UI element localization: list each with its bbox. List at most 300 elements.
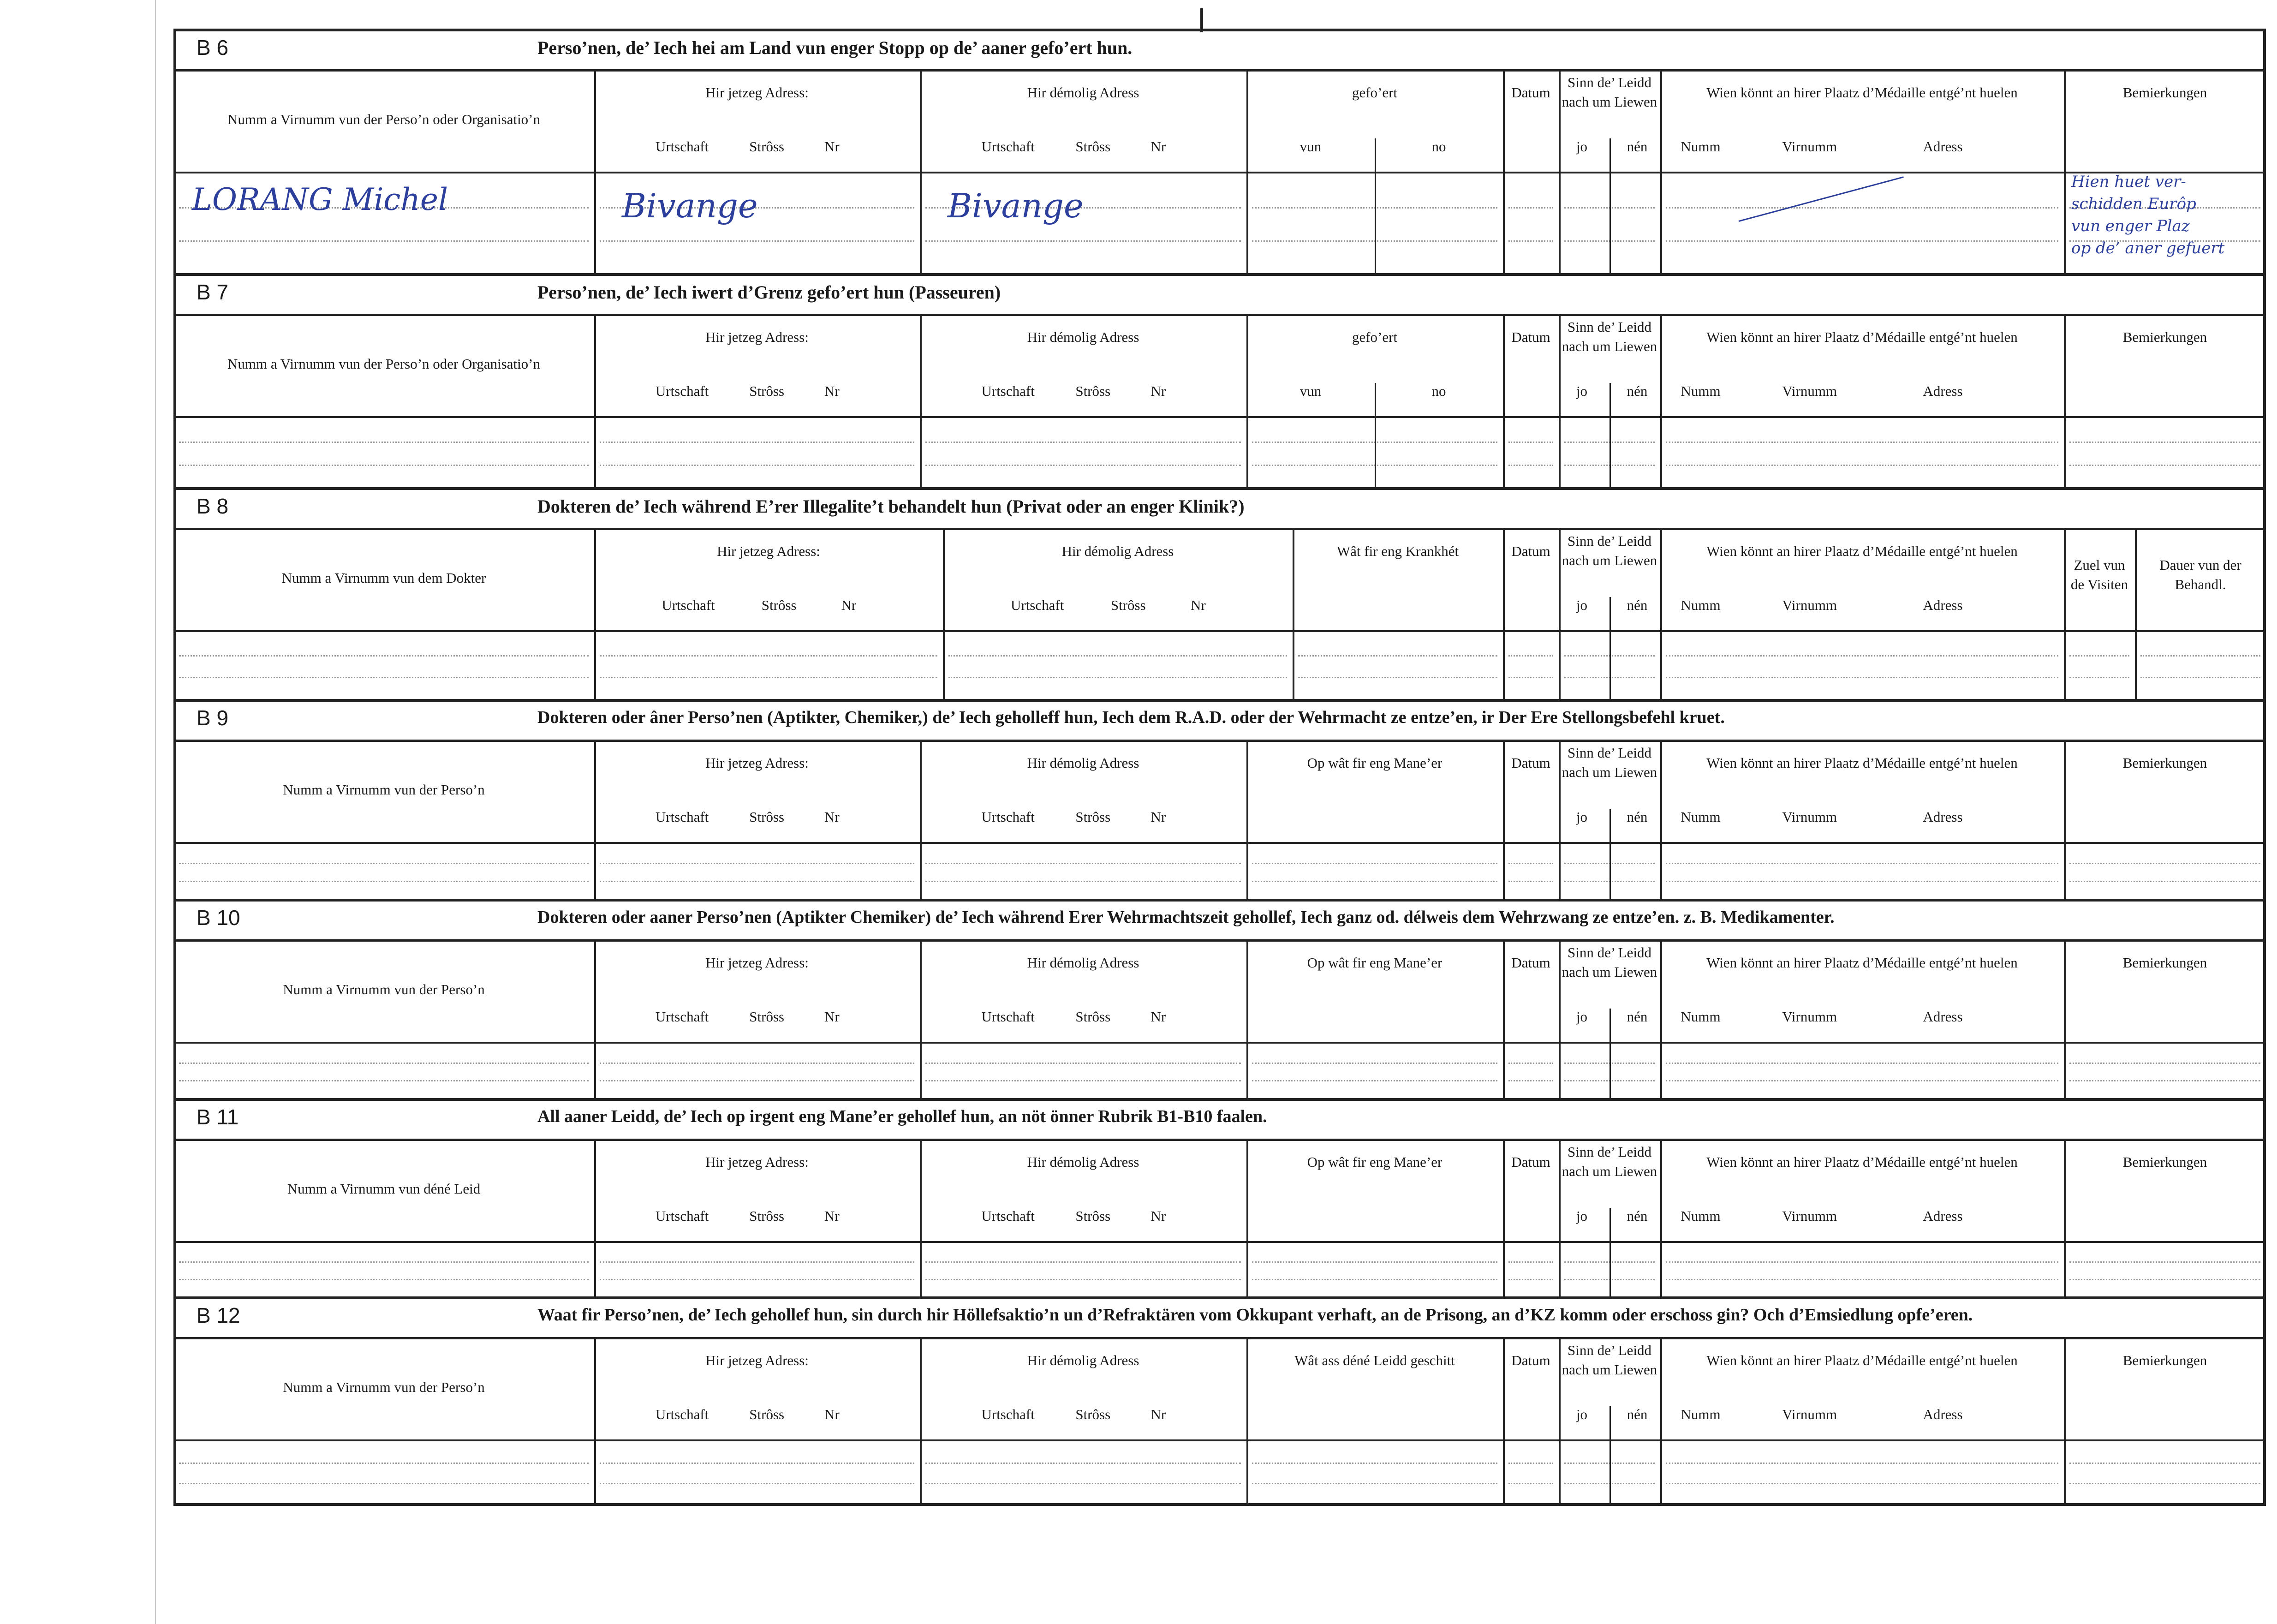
alive-label: Sinn de’ Leidd nach um Liewen	[1562, 319, 1657, 354]
section-title: All aaner Leidd, de’ Iech op irgent eng Mane’er gehollef hun, an nöt önner Rubrik B1-B10 faalen.	[537, 1107, 1267, 1126]
data-row-line	[1666, 465, 2058, 466]
former-address-sub: Strôss	[1075, 383, 1111, 399]
section-code: B 6	[197, 36, 229, 60]
sane-split-line	[1609, 597, 1611, 699]
medal-recipient-sub: Numm	[1681, 1406, 1721, 1422]
current-address-label: Hir jetzeg Adress:	[705, 955, 809, 971]
data-row-line	[600, 655, 937, 657]
third-column-label: Op wât fir eng Mane’er	[1307, 1154, 1442, 1170]
section-b9	[173, 699, 2266, 899]
column-divider	[2064, 528, 2066, 699]
data-row-line	[925, 881, 1241, 882]
data-row-line	[1508, 1483, 1553, 1484]
sane-split-line	[1609, 809, 1611, 899]
data-row-line	[1252, 881, 1497, 882]
alive-label: Sinn de’ Leidd nach um Liewen	[1562, 74, 1657, 110]
medal-recipient-sub: Virnumm	[1782, 809, 1837, 825]
remarks-label: Bemierkungen	[2122, 329, 2207, 345]
medal-recipient-sub: Numm	[1681, 1208, 1721, 1224]
data-row-line	[2069, 655, 2129, 657]
column-divider	[1660, 740, 1662, 899]
data-row-line	[2140, 677, 2260, 678]
data-row-line	[179, 465, 589, 466]
data-row-line	[179, 1080, 589, 1081]
no-label: nén	[1627, 597, 1648, 613]
section-title: Perso’nen, de’ Iech iwert d’Grenz gefo’ert hun (Passeuren)	[537, 282, 1001, 303]
data-row-line	[1508, 655, 1553, 657]
former-address-label: Hir démolig Adress	[1027, 955, 1139, 971]
former-address-label: Hir démolig Adress	[1027, 1352, 1139, 1368]
data-row-line	[1666, 1463, 2058, 1464]
data-row-line	[925, 1261, 1241, 1263]
column-head-rule	[173, 1439, 2266, 1441]
third-column-label: gefo’ert	[1352, 84, 1398, 101]
medal-recipient-label: Wien könnt an hirer Plaatz d’Médaille entgé’nt huelen	[1706, 755, 2018, 771]
medal-recipient-sub: Virnumm	[1782, 1406, 1837, 1422]
former-address-label: Hir démolig Adress	[1027, 329, 1139, 345]
sane-split-line	[1609, 1208, 1611, 1296]
alive-label: Sinn de’ Leidd nach um Liewen	[1562, 1342, 1657, 1378]
section-b6	[173, 29, 2266, 273]
data-row-line	[1298, 677, 1497, 678]
data-row-line	[1508, 1080, 1553, 1081]
data-row-line	[1508, 465, 1553, 466]
data-row-line	[1252, 1483, 1497, 1484]
data-row-line	[1508, 677, 1553, 678]
yes-label: jo	[1576, 809, 1588, 825]
data-row-line	[925, 1080, 1241, 1081]
current-address-sub: Urtschaft	[655, 809, 709, 825]
data-row-line	[600, 863, 914, 864]
datum-label: Datum	[1511, 543, 1550, 559]
medal-recipient-sub: Adress	[1923, 1009, 1963, 1025]
data-row-line	[600, 442, 914, 443]
column-divider	[1660, 939, 1662, 1098]
medal-recipient-sub: Virnumm	[1782, 138, 1837, 155]
data-row-line	[1298, 655, 1497, 657]
data-row-line	[2069, 863, 2260, 864]
datum-label: Datum	[1511, 84, 1550, 101]
current-address-sub: Urtschaft	[655, 1208, 709, 1224]
no-label: nén	[1627, 383, 1648, 399]
visits-count-label: Zuel vun de Visiten	[2070, 557, 2128, 592]
column-divider	[1559, 939, 1561, 1098]
data-row-line	[2069, 442, 2260, 443]
data-row-line	[1666, 240, 2058, 242]
data-row-line	[179, 677, 589, 678]
column-divider	[1246, 69, 1248, 273]
handwritten-name: LORANG Michel	[192, 182, 448, 217]
current-address-label: Hir jetzeg Adress:	[705, 329, 809, 345]
data-row-line	[600, 1063, 914, 1064]
medal-recipient-label: Wien könnt an hirer Plaatz d’Médaille entgé’nt huelen	[1706, 84, 2018, 101]
data-row-line	[1508, 240, 1553, 242]
data-row-line	[2069, 1463, 2260, 1464]
data-row-line	[1252, 1063, 1497, 1064]
column-divider	[1559, 528, 1561, 699]
data-row-line	[2069, 1279, 2260, 1280]
current-address-sub: Urtschaft	[655, 1009, 709, 1025]
medal-recipient-label: Wien könnt an hirer Plaatz d’Médaille entgé’nt huelen	[1706, 1154, 2018, 1170]
from-label: vun	[1299, 138, 1322, 155]
datum-label: Datum	[1511, 955, 1550, 971]
data-row-line	[1666, 1483, 2058, 1484]
handwritten-current-place: Bivange	[622, 186, 758, 225]
third-column-label: Op wât fir eng Mane’er	[1307, 755, 1442, 771]
column-divider	[1660, 314, 1662, 487]
column-divider	[1293, 528, 1294, 699]
section-code: B 9	[197, 706, 229, 730]
column-divider	[1660, 1139, 1662, 1296]
current-address-sub: Urtschaft	[662, 597, 715, 613]
section-code: B 11	[197, 1105, 239, 1129]
medal-recipient-sub: Adress	[1923, 1208, 1963, 1224]
current-address-sub: Nr	[824, 1208, 840, 1224]
current-address-sub: Nr	[824, 383, 840, 399]
medal-recipient-label: Wien könnt an hirer Plaatz d’Médaille entgé’nt huelen	[1706, 1352, 2018, 1368]
column-head-rule	[173, 1241, 2266, 1243]
remarks-label: Bemierkungen	[2122, 955, 2207, 971]
data-row-line	[925, 1483, 1241, 1484]
former-address-sub: Urtschaft	[981, 383, 1035, 399]
medal-recipient-sub: Numm	[1681, 383, 1721, 399]
former-address-label: Hir démolig Adress	[1027, 84, 1139, 101]
data-row-line	[1666, 655, 2058, 657]
column-divider	[1246, 1139, 1248, 1296]
data-row-line	[1508, 863, 1553, 864]
data-row-line	[1666, 881, 2058, 882]
data-row-line	[1508, 1261, 1553, 1263]
data-row-line	[179, 655, 589, 657]
header-rule	[173, 1139, 2266, 1141]
former-address-sub: Urtschaft	[981, 1406, 1035, 1422]
medal-recipient-sub: Numm	[1681, 809, 1721, 825]
former-address-sub: Strôss	[1075, 809, 1111, 825]
data-row-line	[1666, 1261, 2058, 1263]
medal-recipient-sub: Virnumm	[1782, 597, 1837, 613]
column-divider	[1559, 69, 1561, 273]
datum-label: Datum	[1511, 1352, 1550, 1368]
data-row-line	[2069, 1080, 2260, 1081]
data-row-line	[179, 1261, 589, 1263]
current-address-label: Hir jetzeg Adress:	[705, 84, 809, 101]
former-address-sub: Nr	[1150, 1208, 1166, 1224]
former-address-sub: Urtschaft	[981, 1009, 1035, 1025]
data-row-line	[925, 863, 1241, 864]
column-divider	[1660, 528, 1662, 699]
former-address-sub: Nr	[1150, 1406, 1166, 1422]
column-divider	[1559, 314, 1561, 487]
data-row-line	[600, 1080, 914, 1081]
data-row-line	[1666, 677, 2058, 678]
data-row-line	[925, 442, 1241, 443]
yes-label: jo	[1576, 138, 1588, 155]
column-divider	[1246, 314, 1248, 487]
current-address-sub: Nr	[824, 138, 840, 155]
name-column-label: Numm a Virnumm vun der Perso’n	[283, 1379, 485, 1395]
current-address-sub: Strôss	[749, 1406, 785, 1422]
third-column-label: Wât fir eng Krankhét	[1336, 543, 1459, 559]
data-row-line	[1508, 442, 1553, 443]
current-address-sub: Nr	[824, 1009, 840, 1025]
paper-edge	[155, 0, 156, 1624]
column-divider	[1246, 740, 1248, 899]
medal-recipient-sub: Adress	[1923, 1406, 1963, 1422]
yes-label: jo	[1576, 597, 1588, 613]
column-divider	[1559, 1139, 1561, 1296]
datum-label: Datum	[1511, 1154, 1550, 1170]
section-b11	[173, 1098, 2266, 1296]
current-address-label: Hir jetzeg Adress:	[717, 543, 820, 559]
data-row-line	[1508, 207, 1553, 209]
data-row-line	[179, 1463, 589, 1464]
handwritten-remark-line: vun enger Plaz	[2071, 217, 2190, 235]
data-row-line	[1252, 1261, 1497, 1263]
data-row-line	[1508, 1063, 1553, 1064]
no-label: nén	[1627, 809, 1648, 825]
section-code: B 12	[197, 1303, 240, 1327]
medal-recipient-sub: Virnumm	[1782, 1208, 1837, 1224]
from-label: vun	[1299, 383, 1322, 399]
data-row-line	[1252, 863, 1497, 864]
data-row-line	[600, 1279, 914, 1280]
column-divider	[1559, 1337, 1561, 1503]
section-code: B 10	[197, 906, 240, 930]
current-address-sub: Strôss	[749, 1208, 785, 1224]
handwritten-remark-line: Hien huet ver-	[2071, 173, 2186, 191]
yes-label: jo	[1576, 1208, 1588, 1224]
column-divider	[1559, 740, 1561, 899]
yes-label: jo	[1576, 1406, 1588, 1422]
data-row-line	[925, 1063, 1241, 1064]
former-address-sub: Strôss	[1075, 138, 1111, 155]
data-row-line	[2140, 655, 2260, 657]
column-divider	[1660, 1337, 1662, 1503]
section-title: Dokteren de’ Iech während E’rer Illegalite’t behandelt hun (Privat oder an enger Klinik?)	[537, 496, 1245, 517]
data-row-line	[1666, 1063, 2058, 1064]
section-title: Perso’nen, de’ Iech hei am Land vun enger Stopp op de’ aaner gefo’ert hun.	[537, 37, 1133, 58]
current-address-sub: Nr	[824, 809, 840, 825]
yes-label: jo	[1576, 383, 1588, 399]
treatment-duration-label: Dauer vun der Behandl.	[2159, 557, 2241, 592]
data-row-line	[1508, 1279, 1553, 1280]
current-address-sub: Strôss	[749, 138, 785, 155]
former-address-sub: Strôss	[1075, 1208, 1111, 1224]
sane-split-line	[1609, 138, 1611, 273]
medal-recipient-label: Wien könnt an hirer Plaatz d’Médaille entgé’nt huelen	[1706, 955, 2018, 971]
data-row-line	[1252, 1463, 1497, 1464]
to-label: no	[1431, 138, 1446, 155]
data-row-line	[925, 465, 1241, 466]
current-address-sub: Nr	[824, 1406, 840, 1422]
column-divider	[1246, 939, 1248, 1098]
data-row-line	[179, 1279, 589, 1280]
current-address-sub: Strôss	[749, 383, 785, 399]
data-row-line	[600, 881, 914, 882]
remarks-label: Bemierkungen	[2122, 755, 2207, 771]
former-address-sub: Strôss	[1075, 1009, 1111, 1025]
no-label: nén	[1627, 1406, 1648, 1422]
data-row-line	[179, 1483, 589, 1484]
data-row-line	[2069, 465, 2260, 466]
former-address-sub: Nr	[1150, 809, 1166, 825]
no-label: nén	[1627, 1009, 1648, 1025]
from-to-split-line	[1375, 138, 1376, 273]
former-address-sub: Strôss	[1075, 1406, 1111, 1422]
section-code: B 8	[197, 494, 229, 518]
section-b7	[173, 273, 2266, 487]
data-row-line	[2069, 1261, 2260, 1263]
remarks-label: Bemierkungen	[2122, 84, 2207, 101]
remarks-label: Bemierkungen	[2122, 1154, 2207, 1170]
data-row-line	[1666, 1080, 2058, 1081]
medal-recipient-sub: Virnumm	[1782, 1009, 1837, 1025]
alive-label: Sinn de’ Leidd nach um Liewen	[1562, 1144, 1657, 1179]
medal-recipient-label: Wien könnt an hirer Plaatz d’Médaille entgé’nt huelen	[1706, 543, 2018, 559]
header-rule	[173, 314, 2266, 316]
column-head-rule	[173, 1042, 2266, 1044]
data-row-line	[600, 1463, 914, 1464]
former-address-sub: Strôss	[1110, 597, 1146, 613]
medal-recipient-sub: Adress	[1923, 138, 1963, 155]
former-address-label: Hir démolig Adress	[1061, 543, 1174, 559]
column-head-rule	[173, 630, 2266, 632]
medal-recipient-sub: Numm	[1681, 138, 1721, 155]
alive-label: Sinn de’ Leidd nach um Liewen	[1562, 944, 1657, 980]
sane-split-line	[1609, 1406, 1611, 1503]
section-code: B 7	[197, 280, 229, 304]
current-address-sub: Strôss	[749, 809, 785, 825]
column-divider	[2135, 528, 2137, 699]
current-address-sub: Urtschaft	[655, 383, 709, 399]
handwritten-remark-line: op de’ aner gefuert	[2071, 239, 2225, 257]
medal-recipient-sub: Adress	[1923, 597, 1963, 613]
former-address-label: Hir démolig Adress	[1027, 1154, 1139, 1170]
header-rule	[173, 939, 2266, 942]
data-row-line	[948, 655, 1287, 657]
current-address-label: Hir jetzeg Adress:	[705, 1154, 809, 1170]
former-address-sub: Urtschaft	[981, 809, 1035, 825]
alive-label: Sinn de’ Leidd nach um Liewen	[1562, 745, 1657, 780]
data-row-line	[600, 240, 914, 242]
name-column-label: Numm a Virnumm vun der Perso’n	[283, 981, 485, 997]
data-row-line	[1666, 1279, 2058, 1280]
current-address-sub: Strôss	[761, 597, 797, 613]
current-address-sub: Urtschaft	[655, 138, 709, 155]
no-label: nén	[1627, 138, 1648, 155]
third-column-label: Op wât fir eng Mane’er	[1307, 955, 1442, 971]
medal-recipient-sub: Numm	[1681, 1009, 1721, 1025]
data-row-line	[1252, 1279, 1497, 1280]
former-address-sub: Urtschaft	[981, 138, 1035, 155]
former-address-sub: Nr	[1150, 138, 1166, 155]
data-row-line	[1508, 1463, 1553, 1464]
current-address-sub: Nr	[841, 597, 857, 613]
to-label: no	[1431, 383, 1446, 399]
medal-recipient-sub: Virnumm	[1782, 383, 1837, 399]
former-address-sub: Nr	[1150, 1009, 1166, 1025]
data-row-line	[1666, 442, 2058, 443]
section-title: Dokteren oder âner Perso’nen (Aptikter, Chemiker,) de’ Iech geholleff hun, Iech dem R.A.D. oder der Wehrmacht ze entze’en, ir Der Ere Stellongsbefehl kruet.	[537, 708, 1725, 727]
data-row-line	[600, 1261, 914, 1263]
former-address-sub: Urtschaft	[1010, 597, 1064, 613]
former-address-sub: Nr	[1150, 383, 1166, 399]
data-row-line	[179, 240, 589, 242]
handwritten-former-place: Bivange	[948, 186, 1084, 225]
alive-label: Sinn de’ Leidd nach um Liewen	[1562, 533, 1657, 568]
column-divider	[1660, 69, 1662, 273]
data-row-line	[1666, 863, 2058, 864]
section-b8	[173, 487, 2266, 699]
data-row-line	[179, 442, 589, 443]
column-head-rule	[173, 842, 2266, 844]
data-row-line	[2069, 881, 2260, 882]
third-column-label: gefo’ert	[1352, 329, 1398, 345]
sane-split-line	[1609, 383, 1611, 487]
current-address-sub: Strôss	[749, 1009, 785, 1025]
sane-split-line	[1609, 1009, 1611, 1098]
section-b10	[173, 899, 2266, 1098]
third-column-label: Wât ass déné Leidd geschitt	[1294, 1352, 1455, 1368]
section-title: Waat fir Perso’nen, de’ Iech gehollef hun, sin durch hir Höllefsaktio’n un d’Refraktären vom Okkupant verhaft, an de Prisong, an d’KZ komm oder erschoss gin? Och d’Emsiedlung opfe’eren.	[537, 1305, 1973, 1325]
former-address-sub: Urtschaft	[981, 1208, 1035, 1224]
former-address-label: Hir démolig Adress	[1027, 755, 1139, 771]
remarks-label: Bemierkungen	[2122, 1352, 2207, 1368]
from-to-split-line	[1375, 383, 1376, 487]
data-row-line	[179, 881, 589, 882]
medal-recipient-label: Wien könnt an hirer Plaatz d’Médaille entgé’nt huelen	[1706, 329, 2018, 345]
section-b12	[173, 1296, 2266, 1503]
no-label: nén	[1627, 1208, 1648, 1224]
column-head-rule	[173, 416, 2266, 418]
handwritten-remark-line: schidden Eurôp	[2071, 195, 2196, 213]
data-row-line	[2069, 677, 2129, 678]
name-column-label: Numm a Virnumm vun der Perso’n oder Organisatio’n	[227, 356, 541, 372]
column-divider	[1246, 1337, 1248, 1503]
datum-label: Datum	[1511, 329, 1550, 345]
data-row-line	[925, 1463, 1241, 1464]
header-rule	[173, 740, 2266, 742]
data-row-line	[925, 1279, 1241, 1280]
header-rule	[173, 528, 2266, 530]
current-address-label: Hir jetzeg Adress:	[705, 755, 809, 771]
data-row-line	[600, 1483, 914, 1484]
current-address-label: Hir jetzeg Adress:	[705, 1352, 809, 1368]
section-bottom-rule	[173, 1503, 2266, 1506]
name-column-label: Numm a Virnumm vun dem Dokter	[281, 570, 486, 586]
current-address-sub: Urtschaft	[655, 1406, 709, 1422]
data-row-line	[1508, 881, 1553, 882]
medal-recipient-sub: Adress	[1923, 383, 1963, 399]
yes-label: jo	[1576, 1009, 1588, 1025]
section-title: Dokteren oder aaner Perso’nen (Aptikter Chemiker) de’ Iech während Erer Wehrmachtszeit gehollef, Iech ganz od. délweis dem Wehrzwang ze entze’en. z. B. Medikamenter.	[537, 908, 1835, 927]
data-row-line	[948, 677, 1287, 678]
column-head-rule	[173, 172, 2266, 173]
data-row-line	[2069, 1483, 2260, 1484]
handwritten-dash-stroke	[1739, 176, 1904, 222]
medal-recipient-sub: Adress	[1923, 809, 1963, 825]
data-row-line	[1666, 207, 2058, 209]
data-row-line	[600, 677, 937, 678]
data-row-line	[2069, 1063, 2260, 1064]
header-rule	[173, 1337, 2266, 1339]
data-row-line	[925, 240, 1241, 242]
name-column-label: Numm a Virnumm vun der Perso’n	[283, 782, 485, 798]
header-rule	[173, 69, 2266, 72]
name-column-label: Numm a Virnumm vun déné Leid	[287, 1181, 481, 1197]
data-row-line	[600, 465, 914, 466]
datum-label: Datum	[1511, 755, 1550, 771]
